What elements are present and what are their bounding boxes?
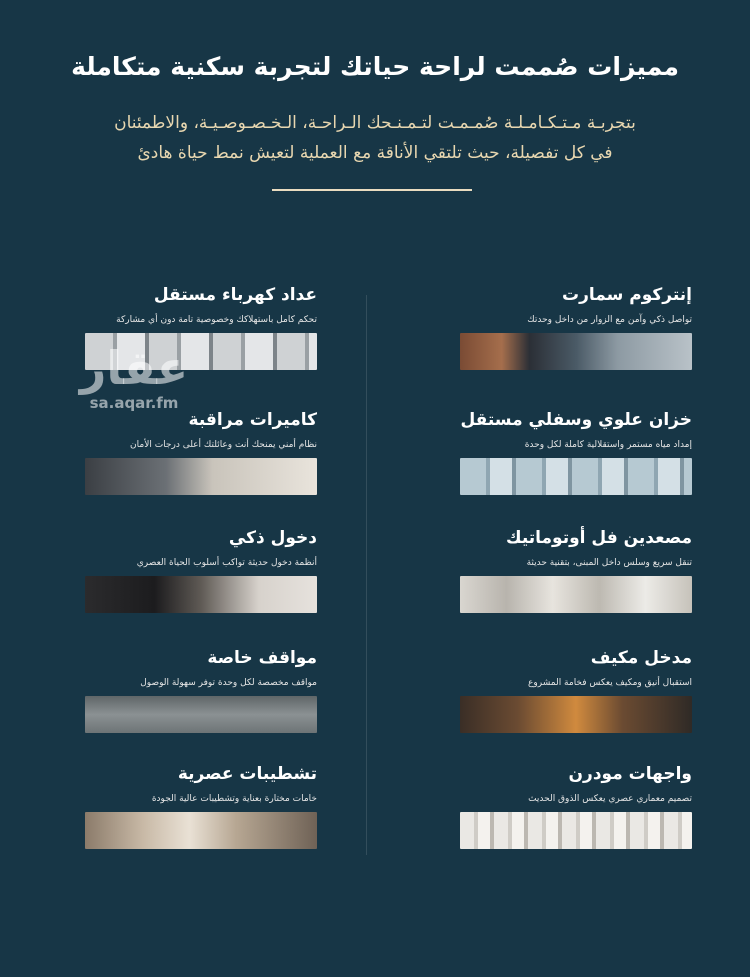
feature-modern-finishing — [85, 764, 317, 874]
feature-modern-facades — [460, 764, 692, 874]
subtitle-line-1: بتجربـة مـتـكـامـلـة صُمـمـت لتـمـنـحك الـراحـة، الـخـصـوصـيـة، والاطمئنان — [114, 113, 636, 133]
feature-title: خزان علوي وسفلي مستقل — [460, 410, 692, 430]
page-title: مميزات صُممت لراحة حياتك لتجربة سكنية متكاملة — [71, 52, 679, 81]
facade-image — [460, 812, 692, 849]
feature-title: عداد كهرباء مستقل — [153, 285, 317, 305]
intercom-image — [460, 333, 692, 370]
smart-lock-image — [85, 576, 317, 613]
feature-description: إمداد مياه مستمر واستقلالية كاملة لكل وحدة — [524, 440, 692, 450]
feature-title: واجهات مودرن — [568, 764, 692, 784]
feature-smart-entry — [85, 528, 317, 638]
feature-title: دخول ذكي — [228, 528, 317, 548]
feature-description: تنقل سريع وسلس داخل المبنى، بتقنية حديثة — [526, 558, 692, 568]
parking-image — [85, 696, 317, 733]
feature-description: خامات مختارة بعناية وتشطيبات عالية الجودة — [151, 794, 317, 804]
feature-title: تشطيبات عصرية — [177, 764, 317, 784]
feature-description: نظام أمني يمنحك أنت وعائلتك أعلى درجات الأمان — [130, 440, 317, 450]
feature-private-parking — [85, 648, 317, 758]
feature-title: مصعدين فل أوتوماتيك — [505, 528, 692, 548]
feature-title: مواقف خاصة — [207, 648, 317, 668]
feature-description: تواصل ذكي وآمن مع الزوار من داخل وحدتك — [527, 315, 692, 325]
feature-security-cameras — [85, 410, 317, 520]
elevator-image — [460, 576, 692, 613]
page-subtitle — [40, 108, 710, 168]
feature-description: مواقف مخصصة لكل وحدة توفر سهولة الوصول — [140, 678, 317, 688]
security-camera-image — [85, 458, 317, 495]
feature-water-tanks — [460, 410, 692, 520]
finishing-image — [85, 812, 317, 849]
feature-title: مدخل مكيف — [590, 648, 692, 668]
aqar-logo: عقار — [79, 341, 189, 395]
feature-air-conditioned-entrance — [460, 648, 692, 758]
title-divider — [272, 189, 472, 191]
aqar-watermark — [68, 342, 200, 412]
subtitle-line-2: في كل تفصيلة، حيث تلتقي الأناقة مع العملية لتعيش نمط حياة هادئ — [137, 143, 613, 163]
column-separator — [366, 295, 367, 855]
feature-title: كاميرات مراقبة — [188, 410, 317, 430]
entrance-image — [460, 696, 692, 733]
feature-description: استقبال أنيق ومكيف يعكس فخامة المشروع — [528, 678, 692, 688]
feature-elevators — [460, 528, 692, 638]
feature-smart-intercom — [460, 285, 692, 395]
aqar-url: sa.aqar.fm — [89, 394, 179, 412]
feature-description: أنظمة دخول حديثة تواكب أسلوب الحياة العصري — [136, 558, 317, 568]
feature-description: تصميم معماري عصري يعكس الذوق الحديث — [528, 794, 692, 804]
feature-title: إنتركوم سمارت — [561, 285, 692, 305]
feature-description: تحكم كامل باستهلاكك وخصوصية تامة دون أي مشاركة — [116, 315, 317, 325]
water-tanks-image — [460, 458, 692, 495]
